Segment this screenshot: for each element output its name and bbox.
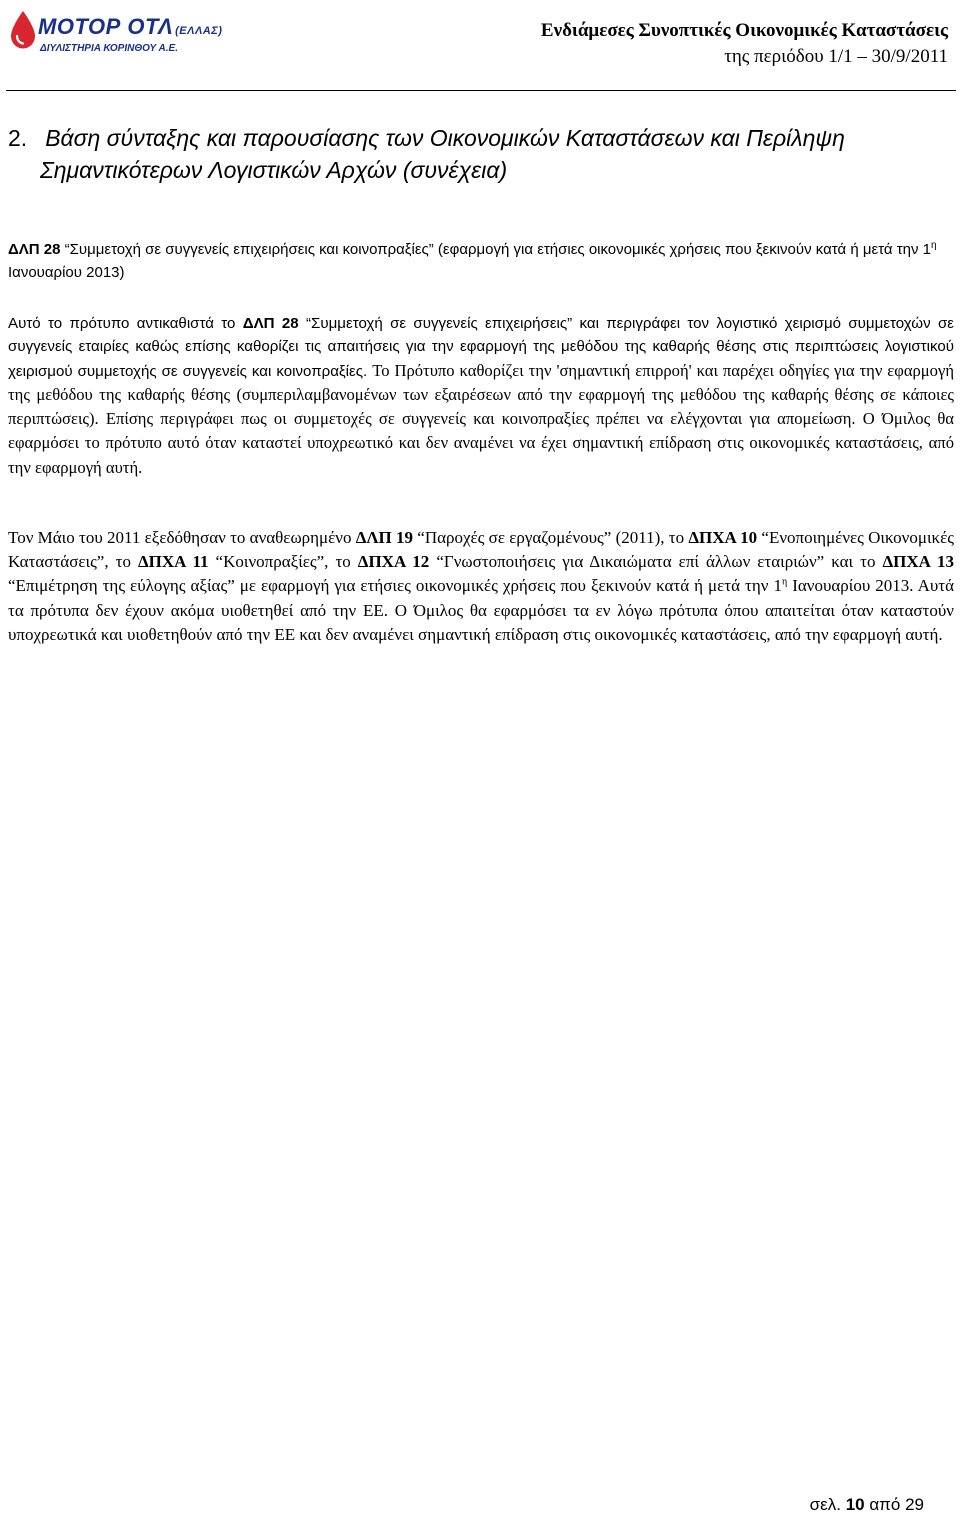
standard-code: ΔΛΠ 28 [242, 315, 299, 332]
section-title-line1: Βάση σύνταξης και παρουσίασης των Οικονομικών Καταστάσεων και Περίληψη [45, 125, 845, 151]
report-title: Ενδιάμεσες Συνοπτικές Οικονομικές Καταστάσεις [540, 20, 948, 41]
header-divider [6, 90, 956, 91]
standard-code: ΔΠΧΑ 13 [882, 552, 954, 572]
oil-drop-icon [8, 10, 38, 50]
standard-code: ΔΠΧΑ 10 [688, 528, 758, 547]
standard-code: ΔΛΠ 19 [355, 528, 414, 547]
standard-heading: ΔΛΠ 28 “Συμμετοχή σε συγγενείς επιχειρήσεις και κοινοπραξίες” (εφαρμογή για ετήσιες οικονομικές χρήσεις που ξεκινούν κατά ή μετά την $1^\eta$ Ιανουαρίου 2013) [8, 240, 937, 282]
standard-code: ΔΠΧΑ 11 [137, 552, 209, 572]
report-period: της περιόδου 1/1 – 30/9/2011 [724, 46, 948, 67]
total-pages: 29 [905, 1495, 924, 1514]
section-number: 2. [8, 125, 28, 151]
logo-subtitle: ΔΙΥΛΙΣΤΗΡΙΑ ΚΟΡΙΝΘΟΥ Α.Ε. [40, 43, 179, 54]
section-title [8, 122, 948, 186]
standard-code: ΔΠΧΑ 12 [357, 552, 430, 572]
standard-code: ΔΛΠ 28 [8, 241, 61, 258]
company-logo [8, 8, 223, 58]
logo-brand: ΜΟΤΟΡ ΟΤΛ (ΕΛΛΑΣ) [38, 14, 223, 39]
paragraph-new-standards: Τον Μάιο του 2011 εξεδόθησαν το αναθεωρημένο ΔΛΠ 19 “Παροχές σε εργαζομένους” (2011), το ΔΠΧΑ 10 “Ενοποιημένες Οικονομικές Καταστάσεις”, το ΔΠΧΑ 11 “Κοινοπραξίες”, το ΔΠΧΑ 12 “Γνωστοποιήσεις για Δικαιώματα επί άλλων εταιριών” και το ΔΠΧΑ 13 “Επιμέτρηση της εύλογης αξίας” με εφαρμογή για ετήσιες οικονομικές χρήσεις που ξεκινούν κατά ή μετά την $1^\eta$ Ιανουαρίου 2013. Αυτά τα πρότυπα δεν έχουν ακόμα υιοθετηθεί από την ΕΕ. Ο Όμιλος θα εφαρμόσει τα εν λόγω πρότυπα όπου απαιτείται όταν καταστούν υποχρεωτικά και υιοθετηθούν από την ΕΕ και δεν αναμένει σημαντική επίδραση στις οικονομικές καταστάσεις, από την εφαρμογή αυτή. [8, 528, 955, 644]
paragraph-ias28: Αυτό το πρότυπο αντικαθιστά το ΔΛΠ 28 “Συμμετοχή σε συγγενείς επιχειρήσεις” και περιγράφει τον λογιστικό χειρισμό συμμετοχών σε συγγενείς εταιρίες καθώς επίσης καθορίζει τις απαιτήσεις για την εφαρμογή της μεθόδου της καθαρής θέσης στις περιπτώσεις λογιστικού χειρισμού συμμετοχής σε συγγενείς και κοινοπραξίες. Το Πρότυπο καθορίζει την 'σημαντική επιρροή' και παρέχει οδηγίες για την εφαρμογή της μεθόδου της καθαρής θέσης (συμπεριλαμβανομένων των εξαιρέσεων από την εφαρμογή της μεθόδου της καθαρής θέσης σε κάποιες περιπτώσεις). Επίσης περιγράφει πως οι συμμετοχές σε συγγενείς και κοινοπραξίες πρέπει να ελέγχονται για απομείωση. Ο Όμιλος θα εφαρμόσει το πρότυπο αυτό όταν καταστεί υποχρεωτικό και δεν αναμένει να έχει σημαντική επίδραση στις οικονομικές καταστάσεις, από την εφαρμογή αυτή. [8, 315, 954, 477]
current-page: 10 [845, 1495, 865, 1514]
page-number: σελ. 10 από 29 [809, 1495, 924, 1514]
section-title-line2: Σημαντικότερων Λογιστικών Αρχών (συνέχεια) [40, 157, 508, 183]
report-header [541, 18, 948, 70]
